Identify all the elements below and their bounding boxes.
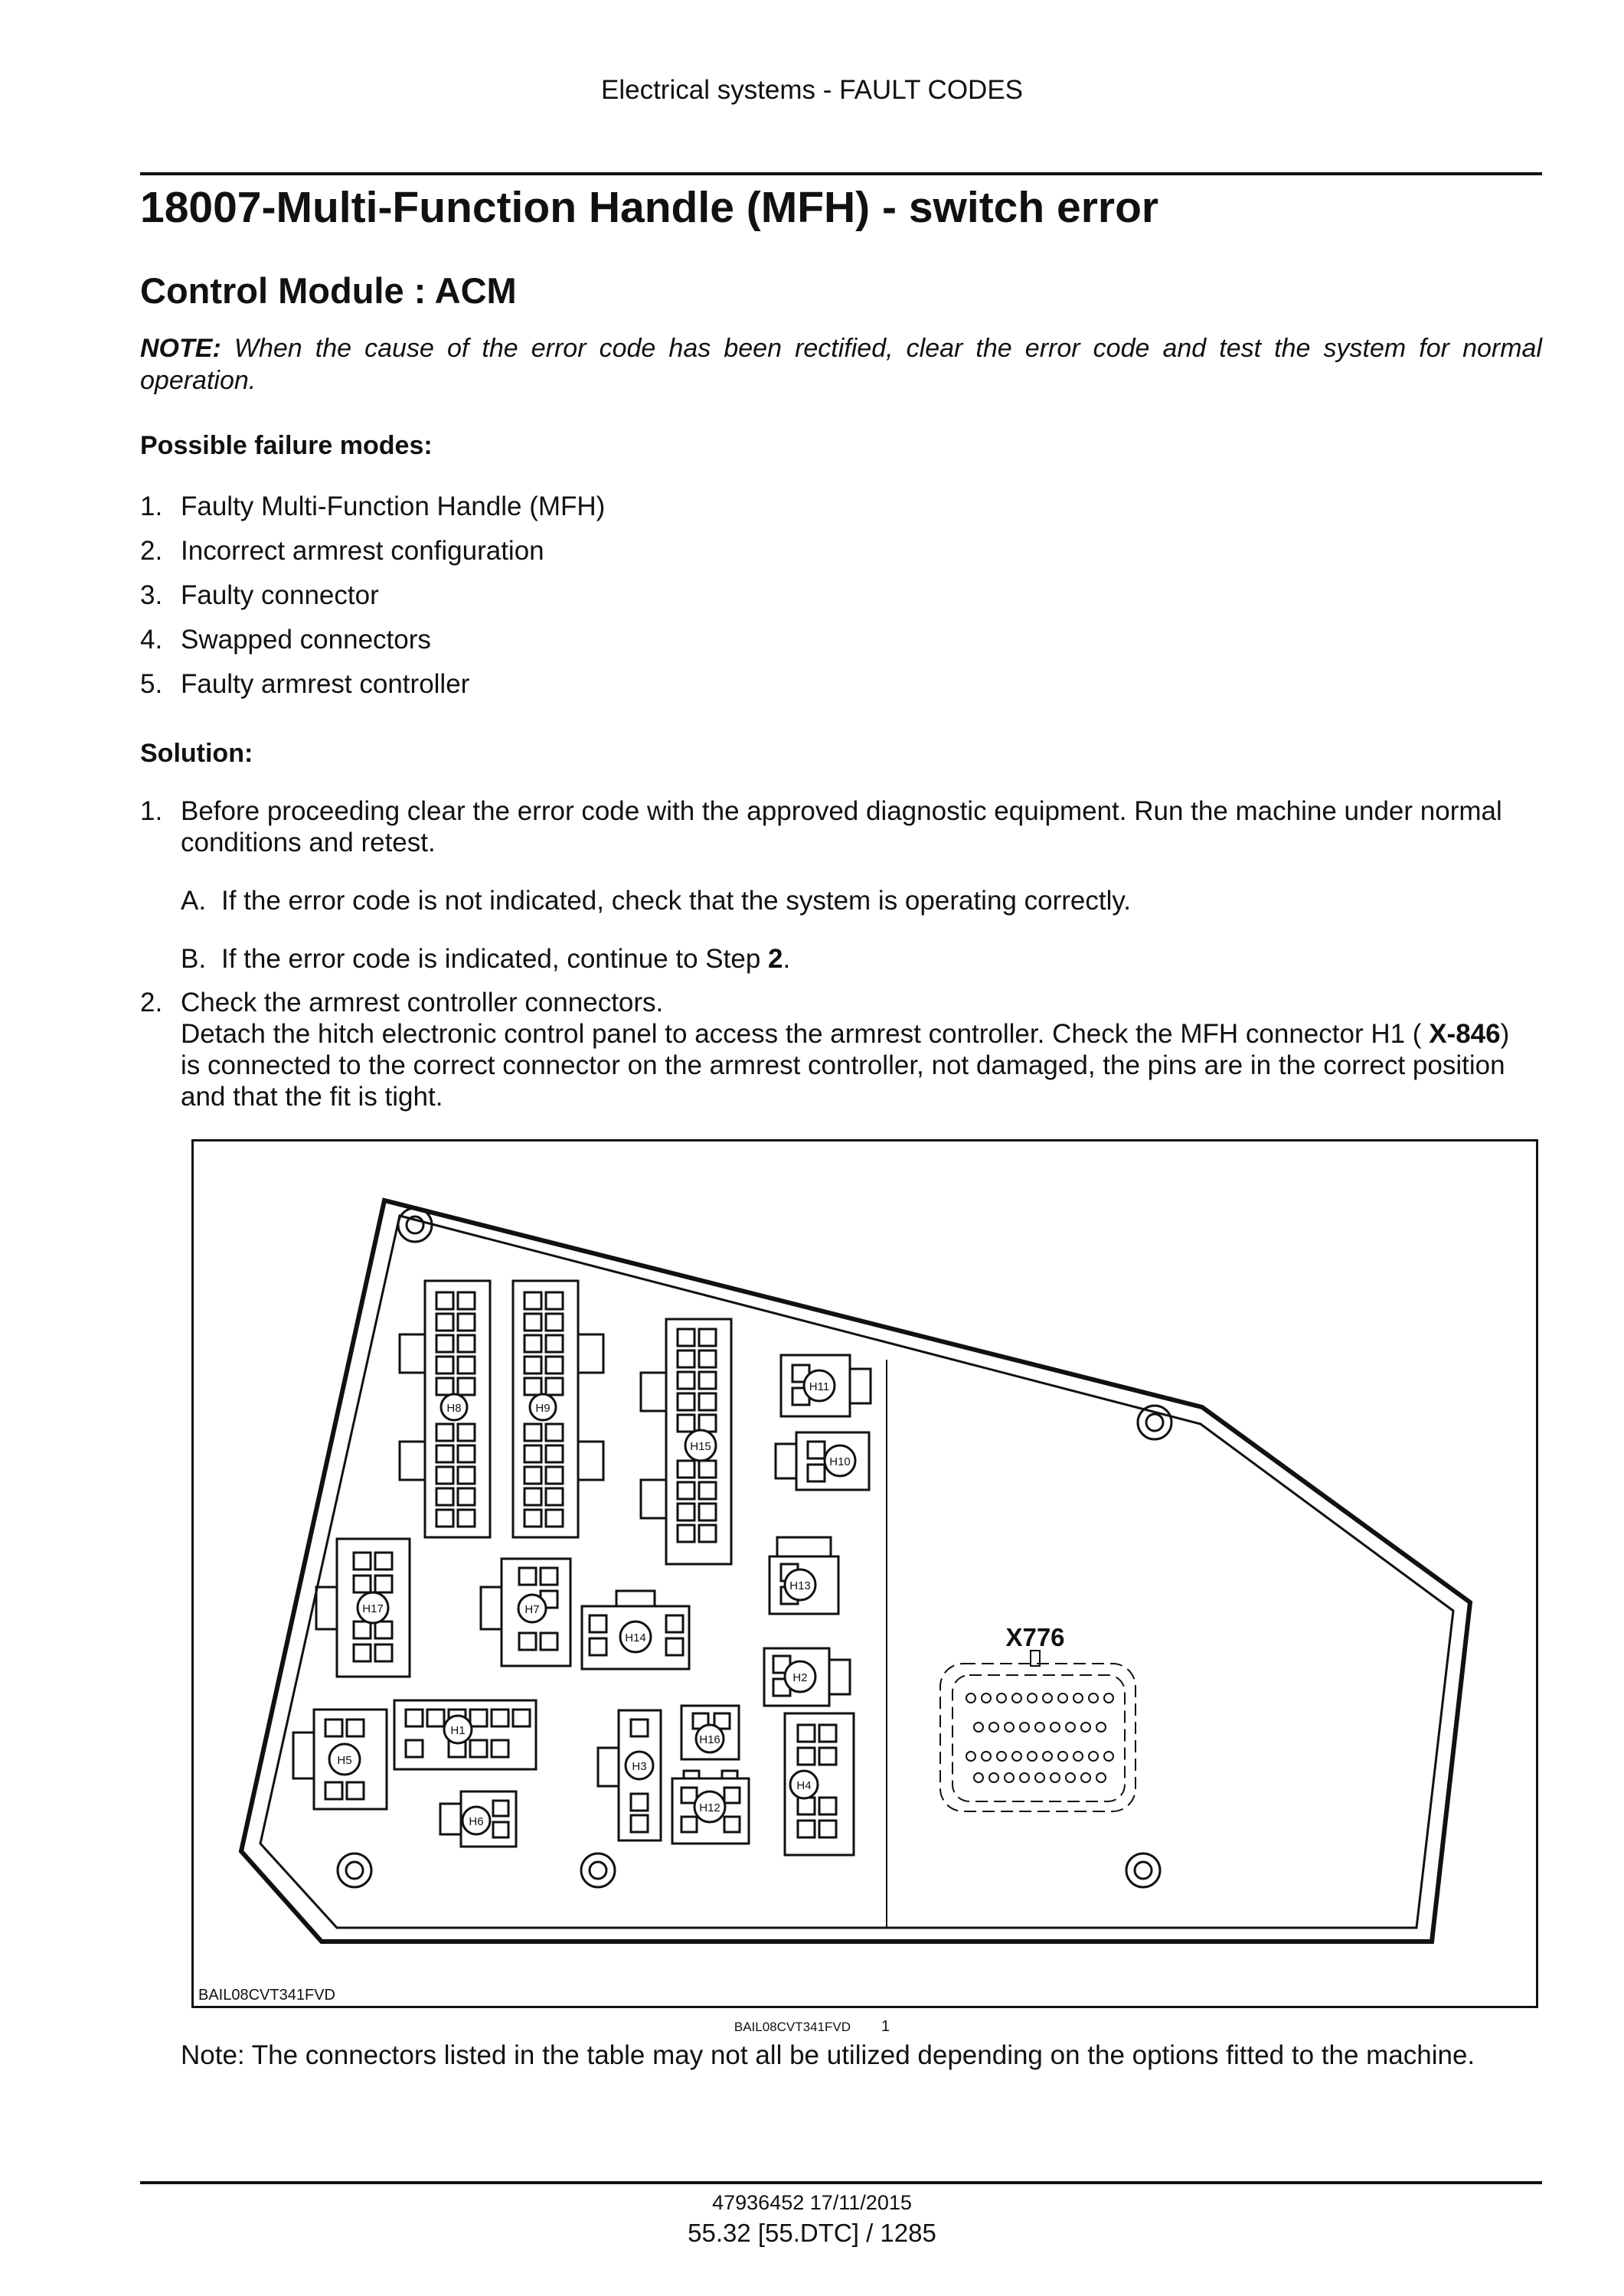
connector-h13 — [770, 1537, 838, 1614]
failure-mode-item: 2. Incorrect armrest configuration — [140, 536, 544, 566]
connector-label-h11: H11 — [809, 1380, 830, 1393]
note-paragraph — [140, 332, 1542, 397]
connector-h10 — [776, 1432, 869, 1490]
note-label: NOTE: — [140, 334, 221, 363]
connector-label-h4: H4 — [796, 1779, 812, 1792]
connector-label-h6: H6 — [469, 1815, 484, 1828]
step-reference: 2 — [768, 944, 783, 974]
connector-h3 — [598, 1710, 661, 1840]
armrest-controller-diagram — [191, 1139, 1538, 2008]
connector-label-h8: H8 — [446, 1402, 462, 1415]
solution-step-1a: A. If the error code is not indicated, check that the system is operating correctly. — [181, 886, 1131, 916]
connector-label-h17: H17 — [362, 1602, 384, 1615]
connector-label-x776: X776 — [1005, 1623, 1065, 1651]
connector-h15 — [641, 1319, 731, 1564]
note-text: When the cause of the error code has been rectified, clear the error code and test the system for normal operation. — [140, 334, 1542, 395]
caption-number: 1 — [881, 2018, 890, 2035]
failure-mode-item: 3. Faulty connector — [140, 580, 379, 610]
connector-h4 — [785, 1713, 854, 1855]
x776-pins — [966, 1693, 1113, 1782]
document-id: 47936452 17/11/2015 — [712, 2191, 912, 2214]
connector-h9 — [513, 1281, 603, 1537]
connector-h16 — [681, 1706, 739, 1759]
page-number: 55.32 [55.DTC] / 1285 — [688, 2219, 936, 2247]
connector-label-h14: H14 — [625, 1631, 646, 1644]
failure-mode-item: 1. Faulty Multi-Function Handle (MFH) — [140, 492, 606, 521]
mounting-hole — [581, 1853, 615, 1887]
control-module-heading: Control Module : ACM — [140, 270, 517, 311]
footer-divider — [140, 2181, 1542, 2184]
connector-label-h7: H7 — [524, 1603, 540, 1616]
connector-label-h13: H13 — [789, 1579, 811, 1592]
solution-step-2: 2. Check the armrest controller connectors. Detach the hitch electronic control panel to access the armrest controller. Check the MFH connector H1 ( X-846) is connected to the correct connector on the armrest controller, not damaged, the pins are in the correct position and that the fit is tight. — [140, 988, 1510, 1112]
connector-label-h10: H10 — [829, 1455, 851, 1468]
failure-mode-item: 4. Swapped connectors — [140, 625, 431, 655]
connector-label-h12: H12 — [699, 1801, 721, 1814]
connector-reference: X-846 — [1429, 1019, 1501, 1049]
connector-label-h5: H5 — [337, 1754, 352, 1767]
header-divider — [140, 172, 1542, 175]
connector-label-h1: H1 — [450, 1724, 466, 1737]
failure-mode-item: 5. Faulty armrest controller — [140, 669, 470, 699]
connector-label-h3: H3 — [632, 1760, 647, 1773]
mounting-hole — [1138, 1406, 1171, 1439]
connector-h14 — [582, 1591, 689, 1669]
mounting-hole — [398, 1208, 432, 1242]
connectors-note: Note: The connectors listed in the table may not all be utilized depending on the options fitted to the machine. — [181, 2040, 1475, 2070]
figure-code: BAIL08CVT341FVD — [198, 1987, 335, 2004]
connector-label-h15: H15 — [690, 1440, 711, 1453]
caption-code: BAIL08CVT341FVD — [734, 2020, 851, 2034]
connector-label-h16: H16 — [699, 1733, 721, 1746]
running-header: Electrical systems - FAULT CODES — [600, 75, 1024, 105]
failure-modes-title: Possible failure modes: — [140, 431, 433, 460]
solution-step-1b: B. If the error code is indicated, continue to Step 2. — [181, 944, 791, 974]
mounting-hole — [338, 1853, 371, 1887]
solution-title: Solution: — [140, 739, 253, 768]
figure-caption — [0, 2018, 1624, 2036]
mounting-hole — [1126, 1853, 1160, 1887]
connector-x776 — [940, 1651, 1135, 1811]
connector-label-h2: H2 — [792, 1671, 808, 1684]
connector-label-h9: H9 — [535, 1402, 551, 1415]
connector-h8 — [400, 1281, 490, 1537]
solution-step-1: 1. Before proceeding clear the error code with the approved diagnostic equipment. Run the machine under normal conditions and retest. — [140, 796, 1502, 857]
page-title: 18007-Multi-Function Handle (MFH) - switch error — [140, 183, 1159, 232]
